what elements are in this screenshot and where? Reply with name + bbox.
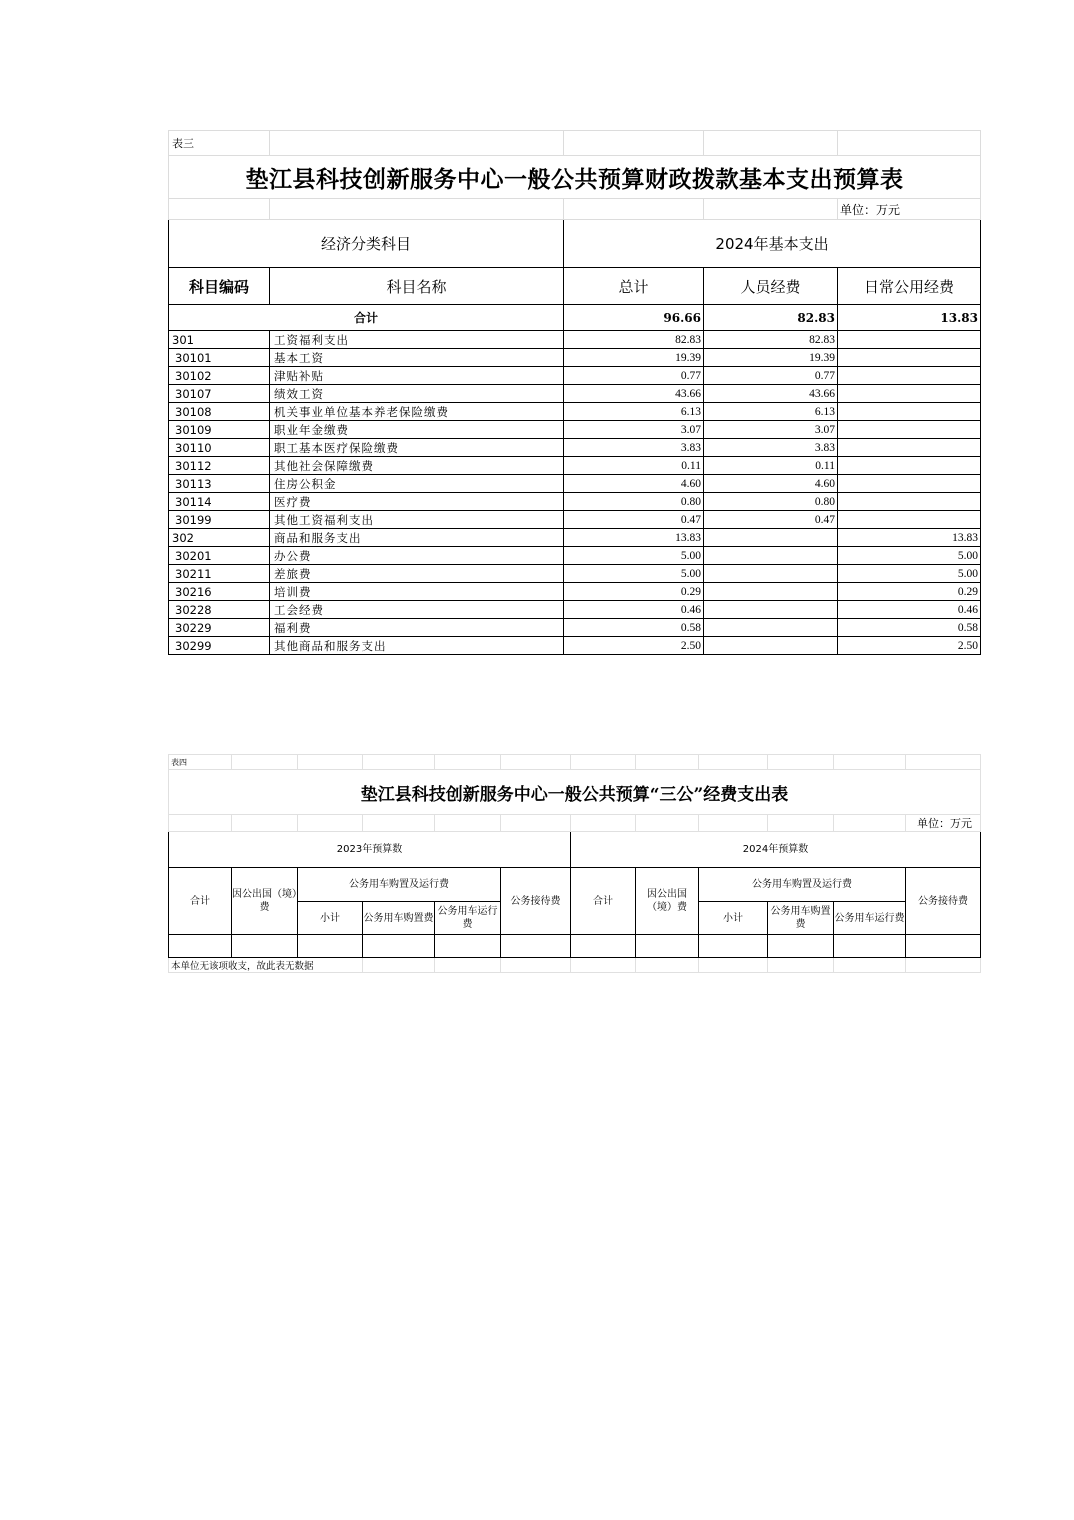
row-personnel: 4.60 <box>704 475 838 493</box>
row-name: 绩效工资 <box>270 385 564 403</box>
row-code: 30199 <box>169 511 270 529</box>
total-row-total: 96.66 <box>564 305 704 331</box>
table-row <box>169 619 981 637</box>
row-public <box>838 457 981 475</box>
header-personnel: 人员经费 <box>704 268 838 305</box>
row-code: 30112 <box>169 457 270 475</box>
header-public: 日常公用经费 <box>838 268 981 305</box>
header-2024-operate: 公务用车运行费 <box>834 902 906 935</box>
row-name: 机关事业单位基本养老保险缴费 <box>270 403 564 421</box>
row-public <box>838 403 981 421</box>
header-2024-vehicle: 公务用车购置及运行费 <box>699 868 906 902</box>
row-personnel <box>704 601 838 619</box>
row-total: 6.13 <box>564 403 704 421</box>
row-name: 商品和服务支出 <box>270 529 564 547</box>
header-2023-reception: 公务接待费 <box>501 868 571 935</box>
row-total: 13.83 <box>564 529 704 547</box>
row-code: 30229 <box>169 619 270 637</box>
header-basic-expenditure-2024: 2024年基本支出 <box>564 220 981 268</box>
row-code: 30109 <box>169 421 270 439</box>
table-row <box>169 475 981 493</box>
row-name: 差旅费 <box>270 565 564 583</box>
empty-data-row <box>169 935 981 958</box>
expenditure-rows <box>169 331 981 655</box>
row-name: 其他社会保障缴费 <box>270 457 564 475</box>
row-code: 30102 <box>169 367 270 385</box>
row-code: 30113 <box>169 475 270 493</box>
row-public: 0.46 <box>838 601 981 619</box>
row-public <box>838 331 981 349</box>
table-row <box>169 511 981 529</box>
basic-expenditure-table <box>168 130 981 655</box>
header-2023-subtotal: 小计 <box>298 902 363 935</box>
row-public <box>838 475 981 493</box>
row-total: 3.07 <box>564 421 704 439</box>
header-2023-purchase: 公务用车购置费 <box>363 902 435 935</box>
row-personnel: 43.66 <box>704 385 838 403</box>
row-code: 30299 <box>169 637 270 655</box>
header-2023-abroad: 因公出国（境）费 <box>232 868 298 935</box>
table-row <box>169 493 981 511</box>
row-personnel <box>704 565 838 583</box>
table-row <box>169 403 981 421</box>
table-row <box>169 457 981 475</box>
header-2024-purchase: 公务用车购置费 <box>768 902 834 935</box>
row-public <box>838 493 981 511</box>
row-public: 5.00 <box>838 547 981 565</box>
table-label: 表三 <box>169 131 270 156</box>
table-row <box>169 565 981 583</box>
row-code: 30216 <box>169 583 270 601</box>
row-code: 30211 <box>169 565 270 583</box>
row-total: 0.11 <box>564 457 704 475</box>
three-public-expenditure-table <box>168 754 981 973</box>
row-name: 职工基本医疗保险缴费 <box>270 439 564 457</box>
table-row <box>169 367 981 385</box>
row-code: 302 <box>169 529 270 547</box>
header-subject-code: 科目编码 <box>169 268 270 305</box>
total-row-personnel: 82.83 <box>704 305 838 331</box>
row-name: 住房公积金 <box>270 475 564 493</box>
row-personnel <box>704 619 838 637</box>
row-public <box>838 367 981 385</box>
table-row <box>169 385 981 403</box>
row-code: 301 <box>169 331 270 349</box>
row-personnel: 3.83 <box>704 439 838 457</box>
row-total: 2.50 <box>564 637 704 655</box>
row-total: 0.80 <box>564 493 704 511</box>
row-public: 5.00 <box>838 565 981 583</box>
unit-label: 单位：万元 <box>838 199 981 220</box>
row-name: 职业年金缴费 <box>270 421 564 439</box>
row-total: 4.60 <box>564 475 704 493</box>
row-personnel <box>704 547 838 565</box>
row-code: 30228 <box>169 601 270 619</box>
row-public: 2.50 <box>838 637 981 655</box>
table-row <box>169 601 981 619</box>
row-code: 30101 <box>169 349 270 367</box>
row-name: 福利费 <box>270 619 564 637</box>
row-name: 基本工资 <box>270 349 564 367</box>
table-title: 垫江县科技创新服务中心一般公共预算财政拨款基本支出预算表 <box>169 156 981 199</box>
header-2023-operate: 公务用车运行费 <box>435 902 501 935</box>
row-personnel: 0.11 <box>704 457 838 475</box>
table-row <box>169 421 981 439</box>
unit-label: 单位：万元 <box>906 815 981 832</box>
table-title: 垫江县科技创新服务中心一般公共预算“三公”经费支出表 <box>169 770 981 815</box>
row-personnel: 0.80 <box>704 493 838 511</box>
row-code: 30108 <box>169 403 270 421</box>
row-name: 培训费 <box>270 583 564 601</box>
row-name: 工会经费 <box>270 601 564 619</box>
header-2023-total: 合计 <box>169 868 232 935</box>
row-total: 43.66 <box>564 385 704 403</box>
row-public <box>838 439 981 457</box>
row-public: 13.83 <box>838 529 981 547</box>
row-public <box>838 421 981 439</box>
header-total: 总计 <box>564 268 704 305</box>
row-public: 0.29 <box>838 583 981 601</box>
table-row <box>169 529 981 547</box>
row-personnel <box>704 637 838 655</box>
row-public <box>838 511 981 529</box>
row-name: 津贴补贴 <box>270 367 564 385</box>
table-row <box>169 547 981 565</box>
row-total: 0.29 <box>564 583 704 601</box>
table-label: 表四 <box>169 755 232 770</box>
no-data-note: 本单位无该项收支，故此表无数据 <box>169 958 363 973</box>
header-subject-name: 科目名称 <box>270 268 564 305</box>
row-total: 5.00 <box>564 565 704 583</box>
row-code: 30114 <box>169 493 270 511</box>
row-personnel <box>704 583 838 601</box>
row-total: 5.00 <box>564 547 704 565</box>
header-2024-subtotal: 小计 <box>699 902 768 935</box>
table-row <box>169 439 981 457</box>
row-personnel: 82.83 <box>704 331 838 349</box>
row-name: 办公费 <box>270 547 564 565</box>
table-row <box>169 637 981 655</box>
row-public: 0.58 <box>838 619 981 637</box>
row-total: 19.39 <box>564 349 704 367</box>
row-total: 3.83 <box>564 439 704 457</box>
header-group-2024: 2024年预算数 <box>571 832 981 868</box>
total-row-public: 13.83 <box>838 305 981 331</box>
row-total: 82.83 <box>564 331 704 349</box>
header-group-2023: 2023年预算数 <box>169 832 571 868</box>
row-code: 30110 <box>169 439 270 457</box>
row-total: 0.58 <box>564 619 704 637</box>
row-name: 工资福利支出 <box>270 331 564 349</box>
row-public <box>838 349 981 367</box>
row-personnel: 3.07 <box>704 421 838 439</box>
header-2024-total: 合计 <box>571 868 636 935</box>
row-code: 30107 <box>169 385 270 403</box>
row-personnel: 19.39 <box>704 349 838 367</box>
row-personnel: 0.47 <box>704 511 838 529</box>
header-2024-reception: 公务接待费 <box>906 868 981 935</box>
row-total: 0.47 <box>564 511 704 529</box>
row-personnel <box>704 529 838 547</box>
header-2024-abroad: 因公出国（境）费 <box>636 868 699 935</box>
row-personnel: 6.13 <box>704 403 838 421</box>
total-row-label: 合计 <box>169 305 564 331</box>
header-2023-vehicle: 公务用车购置及运行费 <box>298 868 501 902</box>
row-name: 其他工资福利支出 <box>270 511 564 529</box>
row-total: 0.46 <box>564 601 704 619</box>
row-name: 医疗费 <box>270 493 564 511</box>
row-personnel: 0.77 <box>704 367 838 385</box>
row-public <box>838 385 981 403</box>
table-row <box>169 349 981 367</box>
row-code: 30201 <box>169 547 270 565</box>
table-row <box>169 331 981 349</box>
row-total: 0.77 <box>564 367 704 385</box>
table-row <box>169 583 981 601</box>
header-economic-classification: 经济分类科目 <box>169 220 564 268</box>
row-name: 其他商品和服务支出 <box>270 637 564 655</box>
